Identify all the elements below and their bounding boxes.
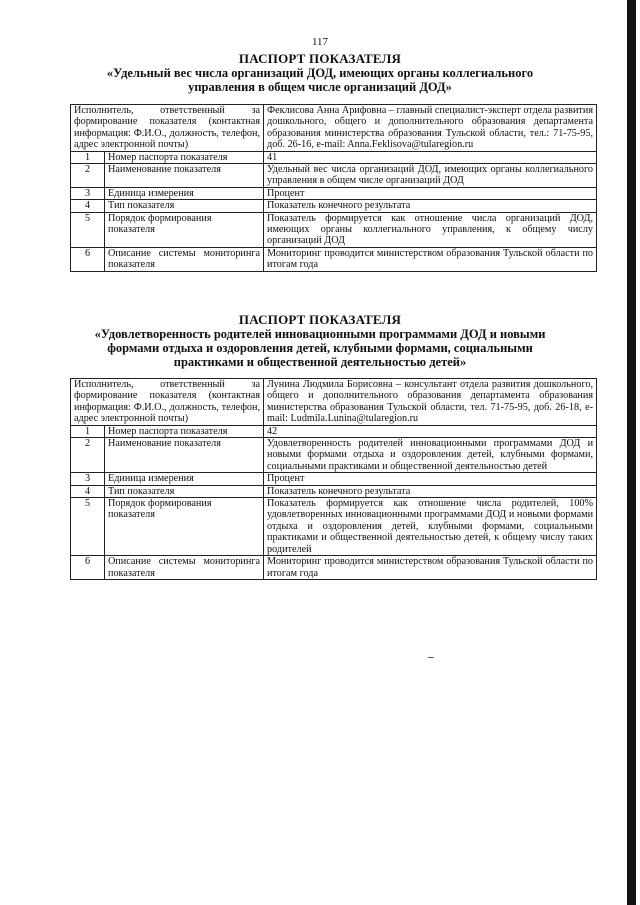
- executor-value: Феклисова Анна Арифовна – главный специалист-эксперт отдела развития дошкольного, общего и дополнительного образования департамента образования министерства образования Тульской области, тел.: 71-75-95, доб. 26-16, e-mail: Anna.Feklisova@tularegion.ru: [264, 105, 597, 152]
- table-row: [71, 438, 597, 473]
- passport-2-heading: [80, 313, 560, 369]
- row-value: Показатель формируется как отношение числа родителей, 100% удовлетворенных инновационными программами ДОД и новыми формами отдыха и оздоровления детей, клубными формами, социальными практиками и общественной деятельностью детей, к общему числу таких родителей: [264, 498, 597, 556]
- row-value: Процент: [264, 187, 597, 199]
- table-row: [71, 485, 597, 497]
- row-number: 6: [71, 247, 105, 271]
- executor-label: Исполнитель, ответственный за формирование показателя (контактная информация: Ф.И.О., должность, телефон, адрес электронной почты): [71, 105, 264, 152]
- row-label: Тип показателя: [105, 485, 264, 497]
- row-value: 42: [264, 425, 597, 437]
- row-label: Наименование показателя: [105, 438, 264, 473]
- table-row: [71, 247, 597, 271]
- row-number: 6: [71, 556, 105, 580]
- row-number: 3: [71, 473, 105, 485]
- row-label: Описание системы мониторинга показателя: [105, 556, 264, 580]
- table-row: [71, 425, 597, 437]
- executor-value: Лунина Людмила Борисовна – консультант отдела развития дошкольного, общего и дополнительного образования департамента образования министерства образования Тульской области, тел. 71-75-95, доб. 26-18, e-mail: Ludmila.Lunina@tularegion.ru: [264, 379, 597, 426]
- row-value: 41: [264, 151, 597, 163]
- passport-1-table: [70, 104, 597, 272]
- table-row: [71, 105, 597, 152]
- row-value: Процент: [264, 473, 597, 485]
- passport-1-title: ПАСПОРТ ПОКАЗАТЕЛЯ: [238, 51, 402, 66]
- row-number: 1: [71, 425, 105, 437]
- table-row: [71, 498, 597, 556]
- row-number: 4: [71, 485, 105, 497]
- table-row: [71, 556, 597, 580]
- row-number: 2: [71, 438, 105, 473]
- row-value: Удовлетворенность родителей инновационными программами ДОД и новыми формами отдыха и оздоровления детей, клубными формами, социальными практиками и общественной деятельностью детей: [264, 438, 597, 473]
- scan-edge-bar: [627, 0, 636, 905]
- row-value: Показатель формируется как отношение числа организаций ДОД, имеющих органы коллегиального управления, к общему числу организаций ДОД: [264, 212, 597, 247]
- page-number: 117: [311, 36, 329, 48]
- row-number: 3: [71, 187, 105, 199]
- row-value: Мониторинг проводится министерством образования Тульской области по итогам года: [264, 247, 597, 271]
- passport-2-table: [70, 378, 597, 580]
- passport-2-title: ПАСПОРТ ПОКАЗАТЕЛЯ: [238, 312, 402, 327]
- table-row: [71, 187, 597, 199]
- row-label: Описание системы мониторинга показателя: [105, 247, 264, 271]
- row-label: Наименование показателя: [105, 164, 264, 188]
- table-row: [71, 164, 597, 188]
- row-value: Удельный вес числа организаций ДОД, имеющих органы коллегиального управления в общем числе организаций ДОД: [264, 164, 597, 188]
- table-row: [71, 200, 597, 212]
- executor-label: Исполнитель, ответственный за формирование показателя (контактная информация: Ф.И.О., должность, телефон, адрес электронной почты): [71, 379, 264, 426]
- row-number: 1: [71, 151, 105, 163]
- passport-1-subtitle: «Удельный вес числа организаций ДОД, имеющих органы коллегиального управления в общем числе организаций ДОД»: [106, 66, 534, 94]
- table-row: [71, 151, 597, 163]
- row-value: Показатель конечного результата: [264, 200, 597, 212]
- row-label: Единица измерения: [105, 473, 264, 485]
- row-label: Номер паспорта показателя: [105, 425, 264, 437]
- row-number: 5: [71, 498, 105, 556]
- row-label: Тип показателя: [105, 200, 264, 212]
- row-number: 2: [71, 164, 105, 188]
- row-number: 4: [71, 200, 105, 212]
- row-value: Показатель конечного результата: [264, 485, 597, 497]
- table-row: [71, 212, 597, 247]
- row-label: Порядок формирования показателя: [105, 212, 264, 247]
- row-value: Мониторинг проводится министерством образования Тульской области по итогам года: [264, 556, 597, 580]
- table-row: [71, 473, 597, 485]
- row-label: Единица измерения: [105, 187, 264, 199]
- row-label: Порядок формирования показателя: [105, 498, 264, 556]
- passport-2-subtitle: «Удовлетворенность родителей инновационными программами ДОД и новыми формами отдыха и оздоровления детей, клубными формами, социальными практиками и общественной деятельностью детей»: [94, 327, 546, 369]
- table-row: [71, 379, 597, 426]
- passport-1-heading: [80, 52, 560, 94]
- row-number: 5: [71, 212, 105, 247]
- scan-mark: [428, 655, 434, 658]
- row-label: Номер паспорта показателя: [105, 151, 264, 163]
